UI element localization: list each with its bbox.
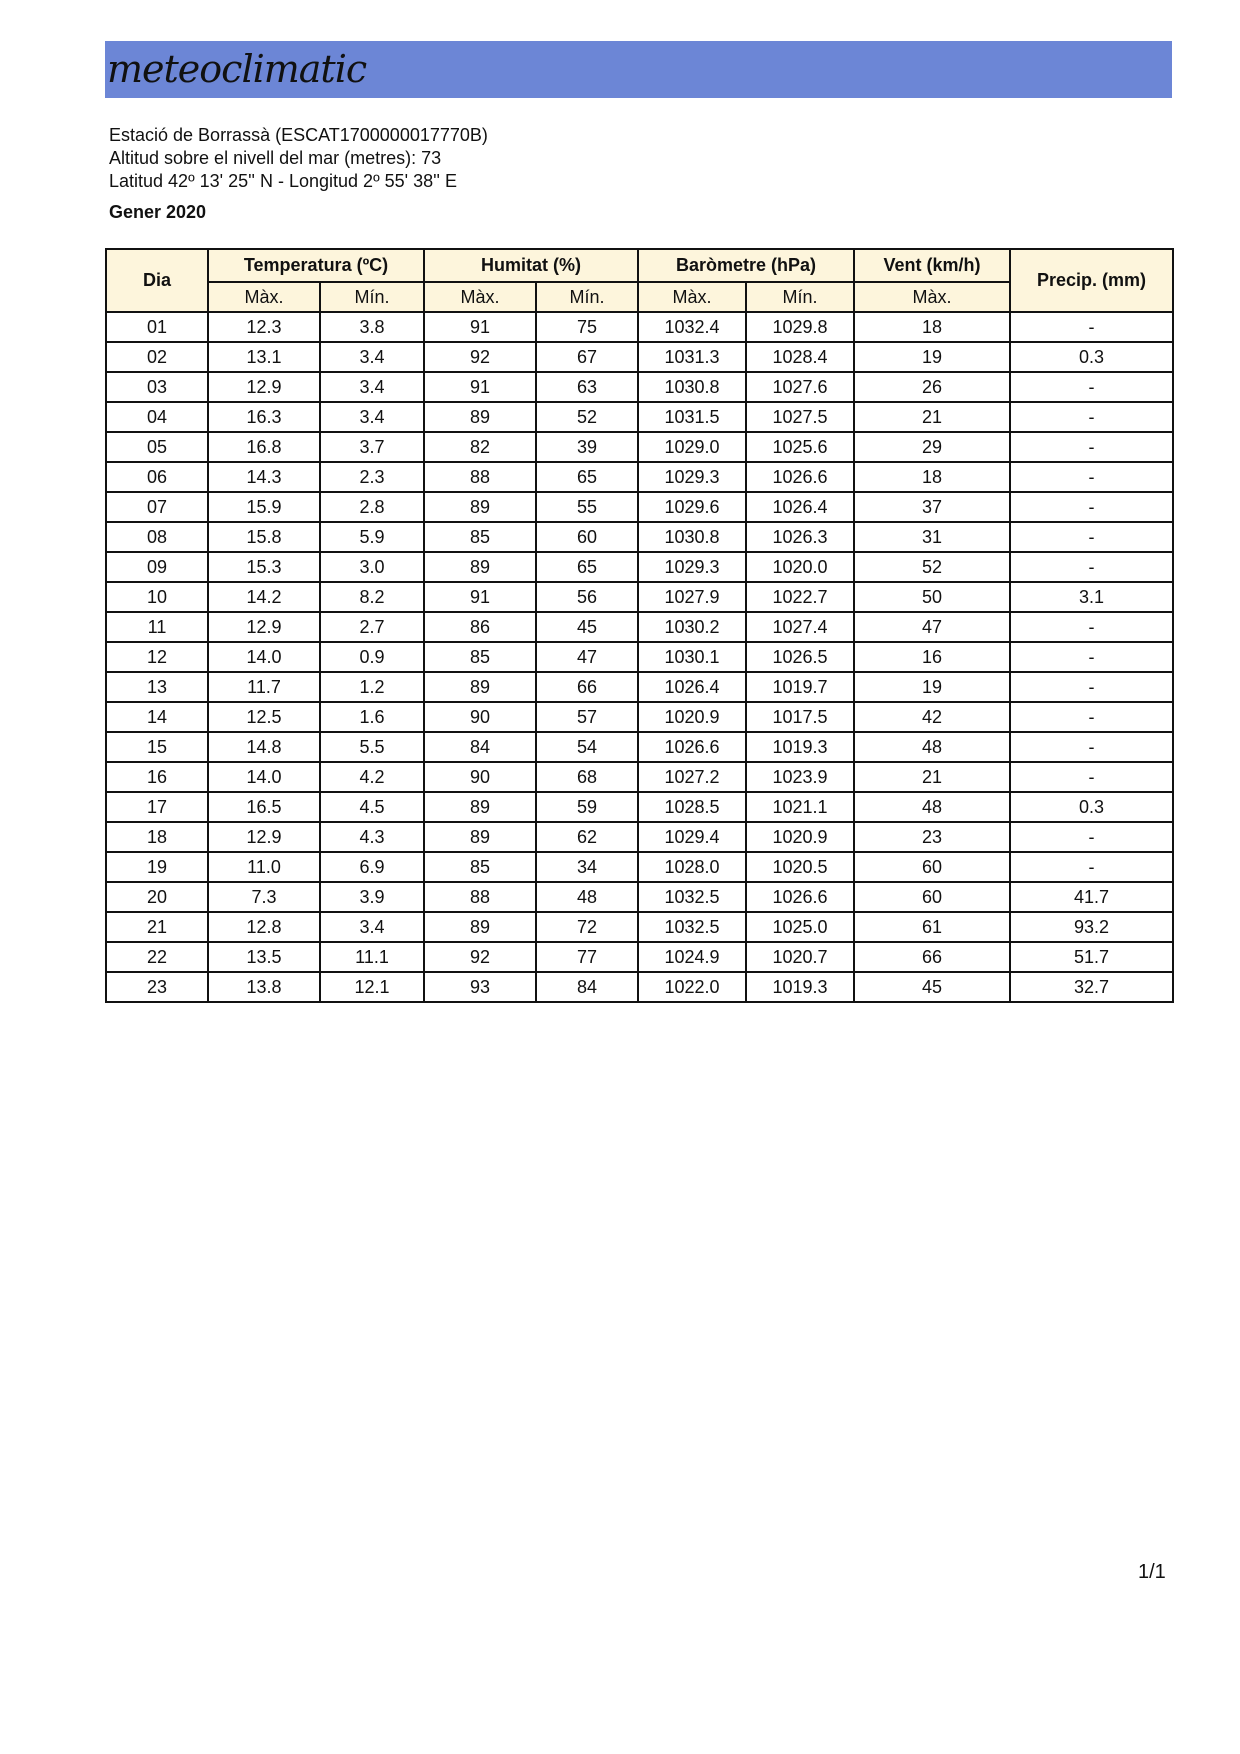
cell-temp-min: 3.4 [320, 402, 424, 432]
cell-baro-min: 1021.1 [746, 792, 854, 822]
cell-wind-max: 18 [854, 312, 1010, 342]
cell-day: 16 [106, 762, 208, 792]
cell-hum-max: 82 [424, 432, 536, 462]
cell-hum-min: 65 [536, 552, 638, 582]
cell-baro-max: 1029.6 [638, 492, 746, 522]
cell-precip: - [1010, 612, 1173, 642]
cell-wind-max: 31 [854, 522, 1010, 552]
cell-hum-max: 84 [424, 732, 536, 762]
cell-temp-max: 12.9 [208, 822, 320, 852]
month-title: Gener 2020 [109, 202, 207, 222]
cell-hum-min: 45 [536, 612, 638, 642]
cell-baro-max: 1030.1 [638, 642, 746, 672]
cell-temp-max: 13.5 [208, 942, 320, 972]
cell-temp-max: 14.3 [208, 462, 320, 492]
cell-temp-max: 12.9 [208, 612, 320, 642]
cell-hum-max: 86 [424, 612, 536, 642]
cell-hum-max: 85 [424, 642, 536, 672]
cell-temp-min: 1.6 [320, 702, 424, 732]
cell-hum-max: 89 [424, 822, 536, 852]
cell-hum-min: 62 [536, 822, 638, 852]
cell-hum-min: 48 [536, 882, 638, 912]
cell-hum-max: 88 [424, 882, 536, 912]
cell-hum-max: 91 [424, 312, 536, 342]
cell-day: 15 [106, 732, 208, 762]
cell-temp-min: 3.4 [320, 912, 424, 942]
cell-baro-max: 1027.9 [638, 582, 746, 612]
cell-day: 18 [106, 822, 208, 852]
cell-baro-min: 1029.8 [746, 312, 854, 342]
cell-hum-max: 93 [424, 972, 536, 1002]
cell-wind-max: 23 [854, 822, 1010, 852]
cell-baro-min: 1019.7 [746, 672, 854, 702]
cell-wind-max: 37 [854, 492, 1010, 522]
cell-temp-max: 16.5 [208, 792, 320, 822]
cell-baro-max: 1030.8 [638, 372, 746, 402]
cell-baro-max: 1032.5 [638, 882, 746, 912]
cell-hum-min: 65 [536, 462, 638, 492]
cell-precip: - [1010, 402, 1173, 432]
cell-baro-max: 1026.6 [638, 732, 746, 762]
cell-hum-min: 57 [536, 702, 638, 732]
cell-baro-max: 1020.9 [638, 702, 746, 732]
cell-precip: - [1010, 702, 1173, 732]
cell-temp-min: 12.1 [320, 972, 424, 1002]
cell-hum-max: 92 [424, 342, 536, 372]
cell-day: 11 [106, 612, 208, 642]
table-row [106, 852, 1173, 882]
station-name: Estació de Borrassà (ESCAT1700000017770B) [109, 125, 488, 145]
table-row [106, 942, 1173, 972]
cell-baro-max: 1028.5 [638, 792, 746, 822]
cell-baro-min: 1022.7 [746, 582, 854, 612]
meteoclimatic-logo [105, 41, 435, 98]
cell-precip: 93.2 [1010, 912, 1173, 942]
cell-wind-max: 26 [854, 372, 1010, 402]
table-body [106, 312, 1173, 1002]
cell-temp-max: 7.3 [208, 882, 320, 912]
cell-baro-max: 1029.3 [638, 462, 746, 492]
cell-temp-max: 12.3 [208, 312, 320, 342]
cell-day: 09 [106, 552, 208, 582]
cell-precip: - [1010, 732, 1173, 762]
cell-hum-max: 91 [424, 582, 536, 612]
cell-baro-min: 1027.4 [746, 612, 854, 642]
cell-hum-min: 72 [536, 912, 638, 942]
cell-day: 20 [106, 882, 208, 912]
col-header-day: Dia [106, 249, 208, 312]
cell-wind-max: 48 [854, 732, 1010, 762]
station-coordinates: Latitud 42º 13' 25'' N - Longitud 2º 55' 38'' E [109, 171, 458, 191]
cell-temp-max: 15.9 [208, 492, 320, 522]
cell-precip: - [1010, 552, 1173, 582]
col-header-humidity: Humitat (%) [424, 249, 638, 282]
cell-hum-min: 60 [536, 522, 638, 552]
cell-day: 03 [106, 372, 208, 402]
cell-wind-max: 19 [854, 672, 1010, 702]
cell-hum-min: 63 [536, 372, 638, 402]
cell-hum-min: 34 [536, 852, 638, 882]
table-row [106, 492, 1173, 522]
table-row [106, 552, 1173, 582]
subheader-hum-min: Mín. [536, 282, 638, 312]
cell-temp-max: 12.9 [208, 372, 320, 402]
cell-baro-min: 1026.6 [746, 882, 854, 912]
table-row [106, 432, 1173, 462]
weather-table [105, 248, 1174, 1003]
cell-baro-max: 1032.4 [638, 312, 746, 342]
cell-hum-max: 85 [424, 522, 536, 552]
cell-baro-max: 1029.4 [638, 822, 746, 852]
cell-temp-min: 5.5 [320, 732, 424, 762]
cell-wind-max: 52 [854, 552, 1010, 582]
cell-precip: 3.1 [1010, 582, 1173, 612]
cell-baro-min: 1020.0 [746, 552, 854, 582]
cell-baro-max: 1031.5 [638, 402, 746, 432]
cell-wind-max: 66 [854, 942, 1010, 972]
cell-temp-min: 3.9 [320, 882, 424, 912]
table-row [106, 672, 1173, 702]
cell-baro-max: 1029.3 [638, 552, 746, 582]
cell-temp-min: 5.9 [320, 522, 424, 552]
cell-hum-min: 59 [536, 792, 638, 822]
cell-precip: - [1010, 852, 1173, 882]
cell-temp-max: 12.5 [208, 702, 320, 732]
cell-precip: - [1010, 432, 1173, 462]
cell-precip: - [1010, 642, 1173, 672]
table-row [106, 612, 1173, 642]
cell-hum-max: 85 [424, 852, 536, 882]
cell-temp-min: 3.4 [320, 372, 424, 402]
cell-hum-min: 66 [536, 672, 638, 702]
cell-hum-max: 89 [424, 672, 536, 702]
cell-baro-min: 1027.6 [746, 372, 854, 402]
cell-precip: - [1010, 462, 1173, 492]
cell-precip: 41.7 [1010, 882, 1173, 912]
cell-wind-max: 45 [854, 972, 1010, 1002]
cell-temp-min: 2.8 [320, 492, 424, 522]
cell-baro-max: 1030.8 [638, 522, 746, 552]
cell-temp-max: 11.0 [208, 852, 320, 882]
cell-day: 23 [106, 972, 208, 1002]
table-row [106, 732, 1173, 762]
cell-hum-min: 75 [536, 312, 638, 342]
cell-day: 21 [106, 912, 208, 942]
cell-wind-max: 47 [854, 612, 1010, 642]
cell-day: 12 [106, 642, 208, 672]
table-row [106, 792, 1173, 822]
subheader-baro-min: Mín. [746, 282, 854, 312]
cell-temp-max: 16.8 [208, 432, 320, 462]
cell-wind-max: 48 [854, 792, 1010, 822]
cell-baro-min: 1020.5 [746, 852, 854, 882]
cell-hum-max: 90 [424, 702, 536, 732]
cell-temp-min: 0.9 [320, 642, 424, 672]
cell-baro-min: 1027.5 [746, 402, 854, 432]
table-row [106, 462, 1173, 492]
cell-hum-max: 89 [424, 402, 536, 432]
cell-precip: - [1010, 672, 1173, 702]
cell-baro-min: 1023.9 [746, 762, 854, 792]
cell-hum-max: 89 [424, 912, 536, 942]
cell-baro-min: 1020.9 [746, 822, 854, 852]
cell-precip: - [1010, 492, 1173, 522]
table-row [106, 522, 1173, 552]
cell-wind-max: 42 [854, 702, 1010, 732]
cell-precip: 51.7 [1010, 942, 1173, 972]
station-altitude: Altitud sobre el nivell del mar (metres): 73 [109, 148, 442, 168]
cell-baro-max: 1022.0 [638, 972, 746, 1002]
cell-precip: - [1010, 312, 1173, 342]
subheader-wind-max: Màx. [854, 282, 1010, 312]
cell-temp-min: 4.2 [320, 762, 424, 792]
cell-baro-min: 1026.6 [746, 462, 854, 492]
cell-wind-max: 61 [854, 912, 1010, 942]
cell-baro-max: 1026.4 [638, 672, 746, 702]
cell-hum-max: 89 [424, 792, 536, 822]
cell-temp-min: 3.8 [320, 312, 424, 342]
cell-temp-min: 8.2 [320, 582, 424, 612]
cell-wind-max: 21 [854, 402, 1010, 432]
cell-wind-max: 18 [854, 462, 1010, 492]
cell-baro-max: 1030.2 [638, 612, 746, 642]
cell-hum-min: 52 [536, 402, 638, 432]
table-row [106, 342, 1173, 372]
col-header-barometer: Baròmetre (hPa) [638, 249, 854, 282]
cell-temp-min: 4.5 [320, 792, 424, 822]
cell-hum-min: 68 [536, 762, 638, 792]
cell-day: 06 [106, 462, 208, 492]
cell-baro-max: 1031.3 [638, 342, 746, 372]
cell-day: 10 [106, 582, 208, 612]
cell-wind-max: 60 [854, 882, 1010, 912]
cell-hum-min: 39 [536, 432, 638, 462]
table-row [106, 912, 1173, 942]
header-banner [105, 41, 1172, 98]
col-header-temperature: Temperatura (ºC) [208, 249, 424, 282]
cell-temp-max: 14.0 [208, 762, 320, 792]
cell-temp-max: 11.7 [208, 672, 320, 702]
table-row [106, 702, 1173, 732]
cell-hum-min: 56 [536, 582, 638, 612]
table-row [106, 762, 1173, 792]
cell-baro-min: 1026.4 [746, 492, 854, 522]
cell-temp-max: 12.8 [208, 912, 320, 942]
cell-day: 19 [106, 852, 208, 882]
cell-precip: 0.3 [1010, 342, 1173, 372]
cell-hum-min: 47 [536, 642, 638, 672]
cell-baro-min: 1026.3 [746, 522, 854, 552]
subheader-hum-max: Màx. [424, 282, 536, 312]
cell-hum-max: 88 [424, 462, 536, 492]
page-number: 1/1 [1138, 1561, 1166, 1583]
cell-hum-max: 89 [424, 552, 536, 582]
cell-wind-max: 60 [854, 852, 1010, 882]
cell-temp-max: 14.0 [208, 642, 320, 672]
cell-temp-max: 13.1 [208, 342, 320, 372]
cell-hum-min: 67 [536, 342, 638, 372]
cell-wind-max: 29 [854, 432, 1010, 462]
table-row [106, 882, 1173, 912]
subheader-temp-min: Mín. [320, 282, 424, 312]
cell-precip: - [1010, 522, 1173, 552]
cell-hum-max: 91 [424, 372, 536, 402]
cell-day: 08 [106, 522, 208, 552]
cell-hum-min: 55 [536, 492, 638, 522]
subheader-baro-max: Màx. [638, 282, 746, 312]
cell-baro-max: 1024.9 [638, 942, 746, 972]
table-row [106, 972, 1173, 1002]
table-row [106, 822, 1173, 852]
cell-day: 07 [106, 492, 208, 522]
table-row [106, 582, 1173, 612]
cell-hum-max: 92 [424, 942, 536, 972]
cell-temp-max: 13.8 [208, 972, 320, 1002]
cell-temp-max: 15.3 [208, 552, 320, 582]
cell-hum-min: 77 [536, 942, 638, 972]
cell-day: 17 [106, 792, 208, 822]
cell-baro-min: 1017.5 [746, 702, 854, 732]
cell-temp-min: 3.4 [320, 342, 424, 372]
cell-day: 05 [106, 432, 208, 462]
col-header-precip: Precip. (mm) [1010, 249, 1173, 312]
cell-temp-min: 2.3 [320, 462, 424, 492]
cell-baro-max: 1027.2 [638, 762, 746, 792]
cell-temp-min: 3.0 [320, 552, 424, 582]
cell-wind-max: 50 [854, 582, 1010, 612]
cell-baro-min: 1025.0 [746, 912, 854, 942]
col-header-wind: Vent (km/h) [854, 249, 1010, 282]
cell-baro-min: 1019.3 [746, 732, 854, 762]
cell-baro-max: 1032.5 [638, 912, 746, 942]
cell-hum-max: 89 [424, 492, 536, 522]
cell-day: 14 [106, 702, 208, 732]
cell-temp-min: 11.1 [320, 942, 424, 972]
cell-precip: 0.3 [1010, 792, 1173, 822]
cell-temp-min: 6.9 [320, 852, 424, 882]
cell-day: 22 [106, 942, 208, 972]
cell-baro-min: 1019.3 [746, 972, 854, 1002]
cell-temp-max: 16.3 [208, 402, 320, 432]
cell-baro-min: 1028.4 [746, 342, 854, 372]
cell-baro-max: 1028.0 [638, 852, 746, 882]
cell-hum-min: 84 [536, 972, 638, 1002]
cell-temp-max: 15.8 [208, 522, 320, 552]
cell-wind-max: 19 [854, 342, 1010, 372]
cell-wind-max: 16 [854, 642, 1010, 672]
cell-temp-min: 2.7 [320, 612, 424, 642]
cell-precip: 32.7 [1010, 972, 1173, 1002]
cell-baro-min: 1026.5 [746, 642, 854, 672]
table-row [106, 372, 1173, 402]
cell-temp-min: 4.3 [320, 822, 424, 852]
cell-hum-min: 54 [536, 732, 638, 762]
station-info [109, 124, 488, 193]
cell-precip: - [1010, 762, 1173, 792]
table-row [106, 642, 1173, 672]
cell-temp-max: 14.2 [208, 582, 320, 612]
cell-wind-max: 21 [854, 762, 1010, 792]
cell-precip: - [1010, 372, 1173, 402]
logo-text: meteoclimatic [107, 47, 367, 91]
table-row [106, 312, 1173, 342]
cell-temp-max: 14.8 [208, 732, 320, 762]
subheader-temp-max: Màx. [208, 282, 320, 312]
cell-day: 02 [106, 342, 208, 372]
table-row [106, 402, 1173, 432]
cell-day: 01 [106, 312, 208, 342]
cell-day: 04 [106, 402, 208, 432]
cell-temp-min: 3.7 [320, 432, 424, 462]
cell-precip: - [1010, 822, 1173, 852]
cell-baro-max: 1029.0 [638, 432, 746, 462]
cell-hum-max: 90 [424, 762, 536, 792]
cell-baro-min: 1020.7 [746, 942, 854, 972]
cell-temp-min: 1.2 [320, 672, 424, 702]
cell-day: 13 [106, 672, 208, 702]
cell-baro-min: 1025.6 [746, 432, 854, 462]
